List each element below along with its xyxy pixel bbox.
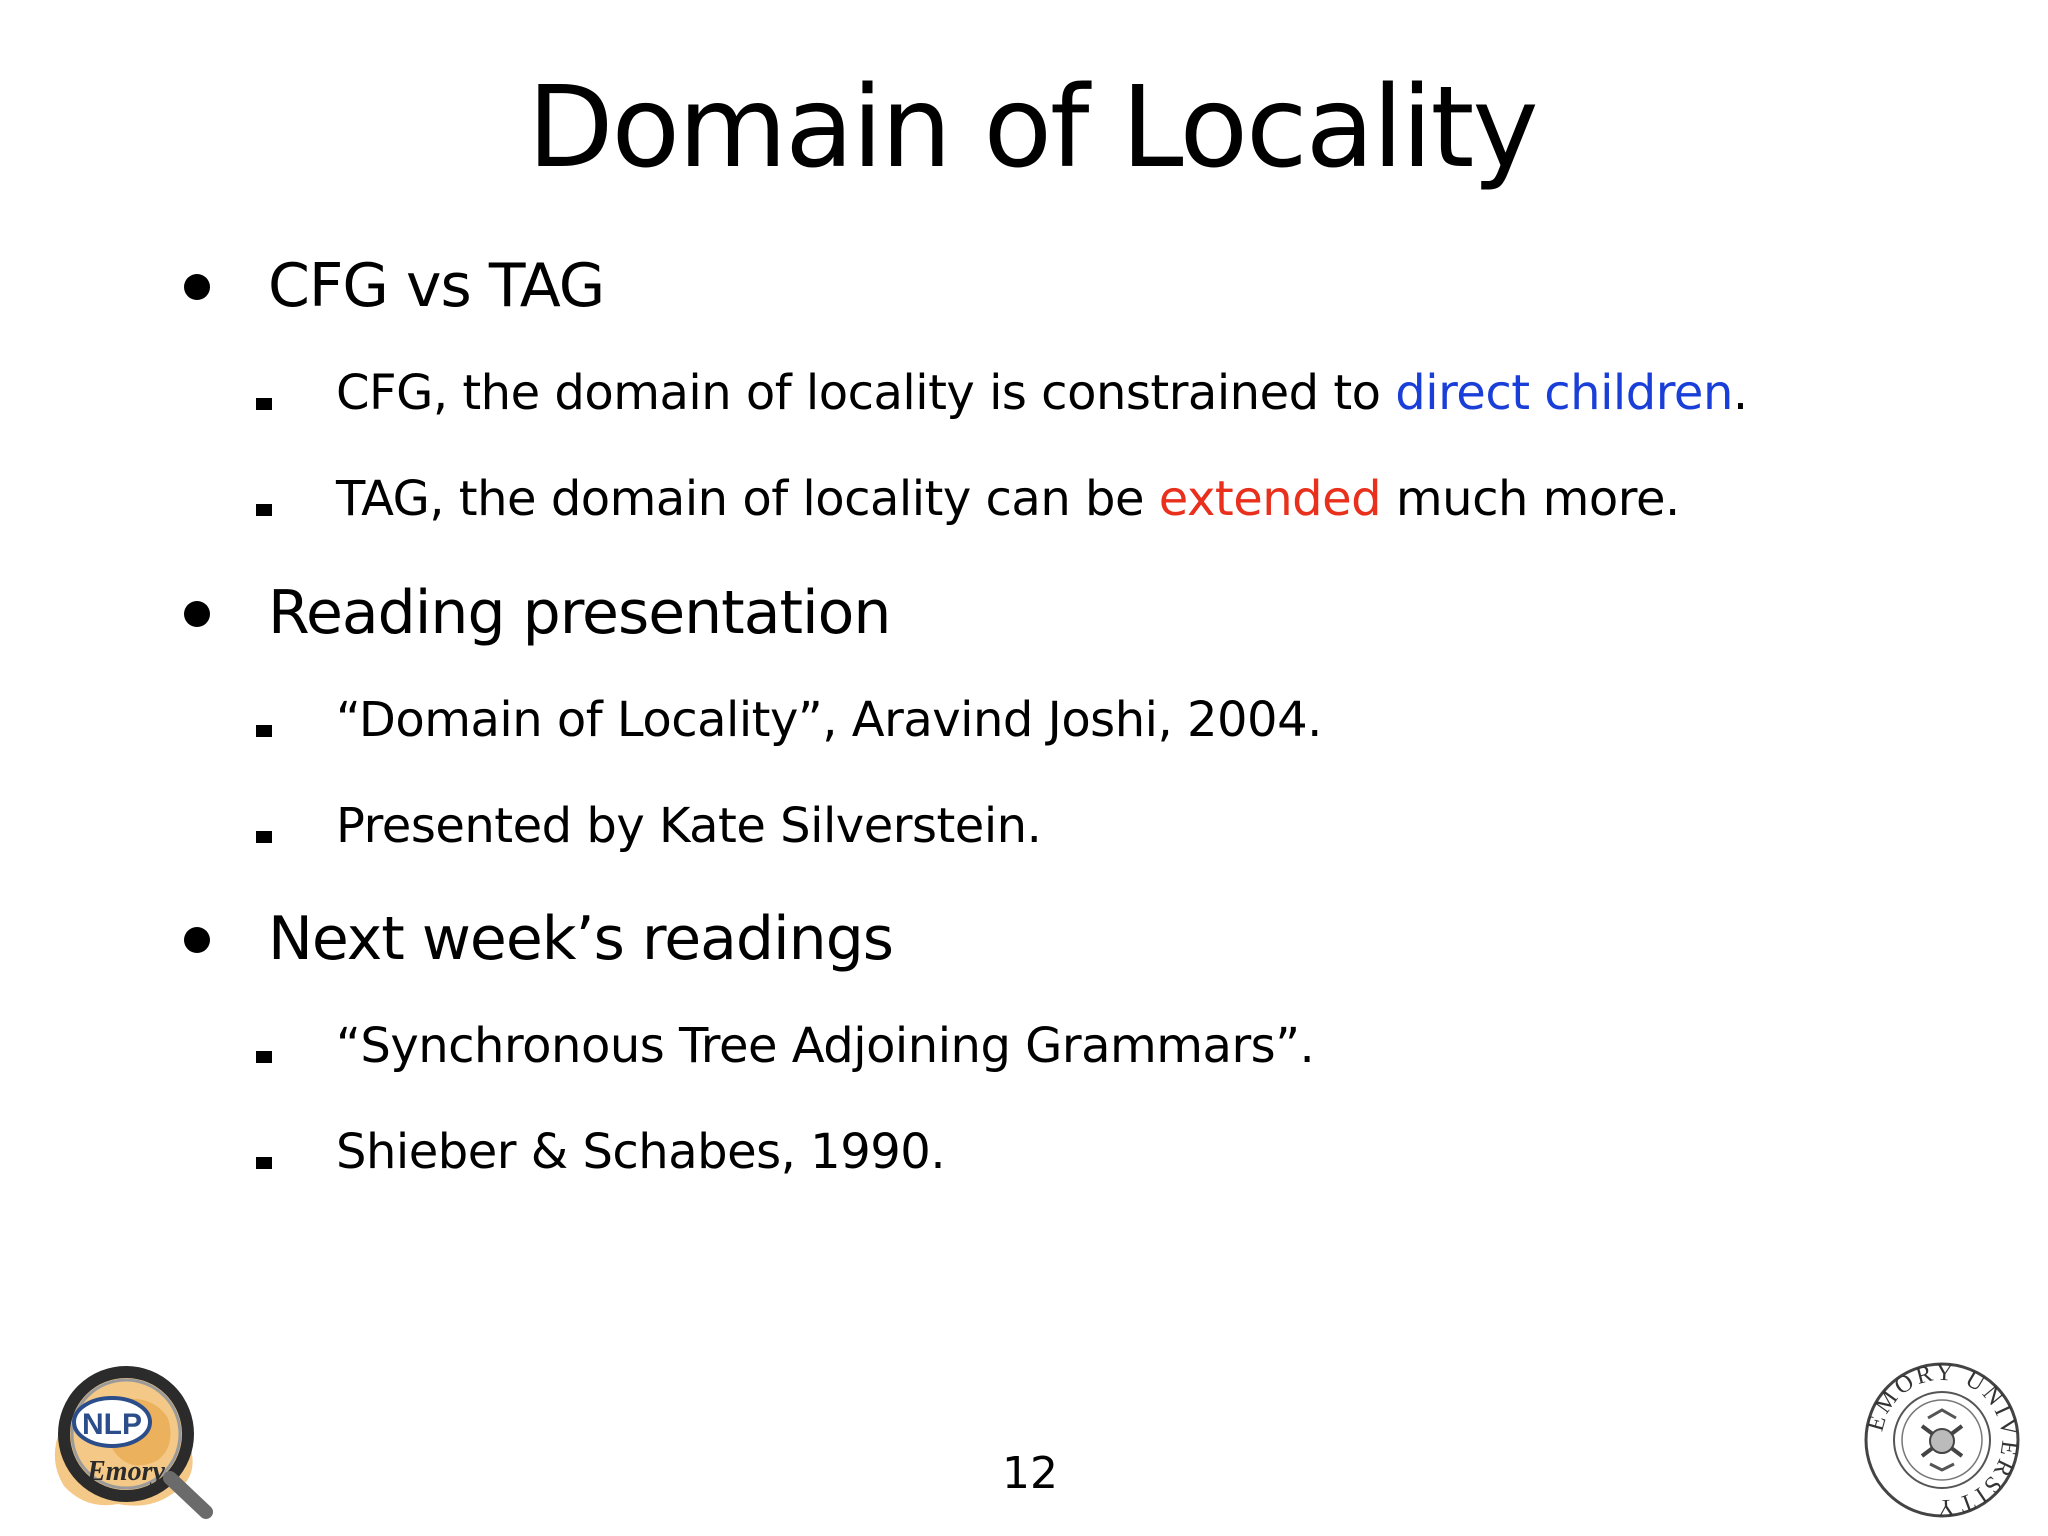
sub-bullet-authors: [256, 1117, 1956, 1187]
emory-logo-text: Emory: [87, 1456, 165, 1487]
sub-bullet-presenter: [256, 791, 1956, 861]
emory-seal-ring-text: EMORY UNIVERSITY: [1862, 1360, 2022, 1520]
bullet-dot-icon: [184, 274, 210, 300]
sub-bullet-cfg: [256, 358, 1956, 428]
bullet-next-week: [184, 899, 1884, 979]
dash-icon: [256, 1157, 272, 1169]
dash-icon: [256, 504, 272, 516]
nlp-emory-logo-icon: [40, 1360, 220, 1520]
bullet-reading-presentation: [184, 573, 1884, 653]
dash-icon: [256, 725, 272, 737]
sub-bullet-text: CFG, the domain of locality is constrained to direct children.: [336, 365, 1748, 421]
page-number: 12: [1002, 1448, 1058, 1499]
bullet-heading: Reading presentation: [268, 578, 891, 648]
sub-bullet-text: “Domain of Locality”, Aravind Joshi, 2004.: [336, 692, 1322, 748]
emory-university-seal-icon: [1862, 1360, 2022, 1520]
bullet-cfg-vs-tag: [184, 246, 1884, 326]
nlp-logo-text: NLP: [82, 1408, 142, 1441]
dash-icon: [256, 1051, 272, 1063]
dash-icon: [256, 831, 272, 843]
slide-title: Domain of Locality: [527, 63, 1537, 193]
sub-bullet-text: “Synchronous Tree Adjoining Grammars”.: [336, 1018, 1315, 1074]
highlight-extended: extended: [1158, 471, 1382, 527]
sub-bullet-tag: [256, 464, 1956, 534]
sub-bullet-text: Shieber & Schabes, 1990.: [336, 1124, 946, 1180]
dash-icon: [256, 398, 272, 410]
sub-bullet-reading-title: [256, 685, 1956, 755]
bullet-dot-icon: [184, 601, 210, 627]
sub-bullet-text: TAG, the domain of locality can be extended much more.: [336, 471, 1680, 527]
highlight-direct-children: direct children: [1395, 365, 1733, 421]
sub-bullet-text: Presented by Kate Silverstein.: [336, 798, 1042, 854]
bullet-dot-icon: [184, 927, 210, 953]
sub-bullet-reading-stag: [256, 1011, 1956, 1081]
bullet-heading: CFG vs TAG: [268, 251, 605, 321]
bullet-heading: Next week’s readings: [268, 904, 894, 974]
